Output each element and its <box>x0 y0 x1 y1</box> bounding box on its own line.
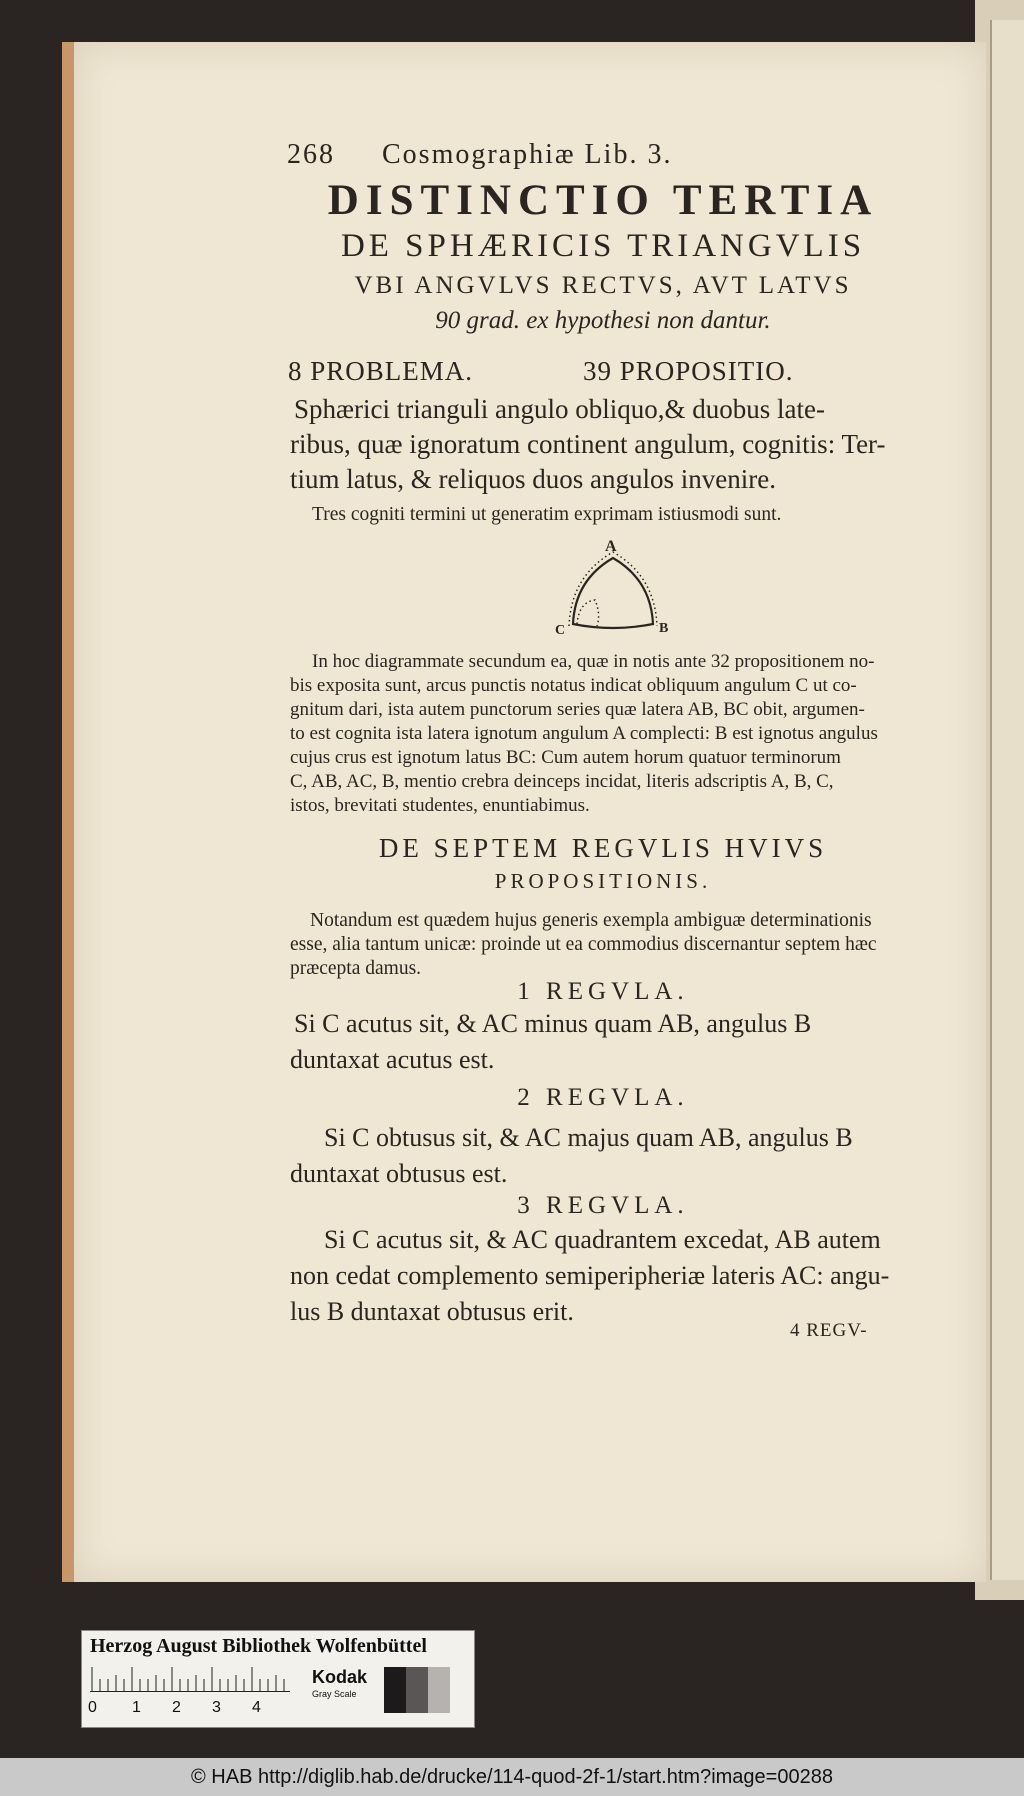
rule-3-line-3: lus B duntaxat obtusus erit. <box>290 1297 574 1326</box>
statement-line-1: Sphærici trianguli angulo obliquo,& duobus late- <box>294 394 825 424</box>
ruler-number: 3 <box>212 1699 221 1716</box>
notandum-line-1: Notandum est quædem hujus generis exempla ambiguæ determinationis <box>310 910 872 931</box>
rule-3-heading: 3 REGVLA. <box>517 1192 689 1219</box>
section-heading: DE SEPTEM REGVLIS HVIVS <box>378 833 828 863</box>
explanation-line-2: bis exposita sunt, arcus punctis notatus indicat obliquum angulum C ut co- <box>290 675 857 696</box>
rule-1-heading: 1 REGVLA. <box>517 978 689 1005</box>
label-b: B <box>659 621 669 636</box>
explanation-line-7: istos, brevitati studentes, enuntiabimus. <box>290 795 590 816</box>
label-a: A <box>605 540 617 555</box>
heading-condition: VBI ANGVLVS RECTVS, AVT LATVS <box>354 272 852 299</box>
swatch-black <box>384 1667 406 1713</box>
page-number: 268 <box>287 139 335 170</box>
rule-2-heading: 2 REGVLA. <box>517 1084 689 1111</box>
rule-1-line-1: Si C acutus sit, & AC minus quam AB, angulus B <box>294 1009 812 1038</box>
ruler-ticks <box>90 1667 290 1691</box>
intro-line: Tres cogniti termini ut generatim exprimam istiusmodi sunt. <box>312 504 782 525</box>
ruler-number: 4 <box>252 1699 261 1716</box>
statement-line-3: tium latus, & reliquos duos angulos invenire. <box>290 464 776 494</box>
label-c: C <box>555 623 566 638</box>
library-name: Herzog August Bibliothek Wolfenbüttel <box>90 1635 427 1657</box>
explanation-line-3: gnitum dari, ista autem punctorum series quæ latera AB, BC obit, argumen- <box>290 699 865 720</box>
explanation-line-5: cujus crus est ignotum latus BC: Cum autem horum quatuor terminorum <box>290 747 841 768</box>
heading-subject: DE SPHÆRICIS TRIANGVLIS <box>340 228 866 264</box>
problem-label: 8 PROBLEMA. <box>288 356 474 386</box>
explanation-line-6: C, AB, AC, B, mentio crebra deinceps incidat, literis adscriptis A, B, C, <box>290 771 834 792</box>
heading-distinctio: DISTINCTIO TERTIA <box>327 177 879 224</box>
swatch-light-gray <box>428 1667 450 1713</box>
ruler-number: 0 <box>88 1699 97 1716</box>
rule-2-line-1: Si C obtusus sit, & AC majus quam AB, angulus B <box>324 1123 853 1152</box>
rule-2-line-2: duntaxat obtusus est. <box>290 1159 508 1188</box>
spherical-triangle-diagram <box>555 540 675 640</box>
swatch-dark-gray <box>406 1667 428 1713</box>
copyright-footer: © HAB http://diglib.hab.de/drucke/114-quod-2f-1/start.htm?image=00288 <box>0 1758 1024 1796</box>
gray-scale-label: Gray Scale <box>312 1689 357 1699</box>
running-title: Cosmographiæ Lib. 3. <box>382 139 673 170</box>
catchword: 4 REGV- <box>790 1320 868 1341</box>
rule-1-line-2: duntaxat acutus est. <box>290 1045 495 1074</box>
propositio-label: 39 PROPOSITIO. <box>583 356 794 386</box>
ruler-number: 1 <box>132 1699 141 1716</box>
facing-page-edge-inner <box>990 20 1024 1580</box>
rule-3-line-2: non cedat complemento semiperipheriæ lateris AC: angu- <box>290 1261 890 1290</box>
kodak-brand: Kodak <box>312 1667 368 1687</box>
section-subheading: PROPOSITIONIS. <box>494 869 712 893</box>
ruler-scale <box>90 1667 290 1692</box>
heading-hypothesis: 90 grad. ex hypothesi non dantur. <box>435 307 771 334</box>
statement-line-2: ribus, quæ ignoratum continent angulum, cognitis: Ter- <box>290 429 886 459</box>
ruler-number: 2 <box>172 1699 181 1716</box>
explanation-line-4: to est cognita ista latera ignotum angulum A complecti: B est ignotus angulus <box>290 723 878 744</box>
running-head <box>287 139 672 171</box>
notandum-line-3: præcepta damus. <box>290 958 422 979</box>
color-reference-card <box>81 1630 475 1728</box>
explanation-line-1: In hoc diagrammate secundum ea, quæ in notis ante 32 propositionem no- <box>312 651 875 672</box>
triangle-svg <box>555 540 675 640</box>
rule-3-line-1: Si C acutus sit, & AC quadrantem excedat, AB autem <box>324 1225 881 1254</box>
notandum-line-2: esse, alia tantum unicæ: proinde ut ea commodius discernantur septem hæc <box>290 934 877 955</box>
